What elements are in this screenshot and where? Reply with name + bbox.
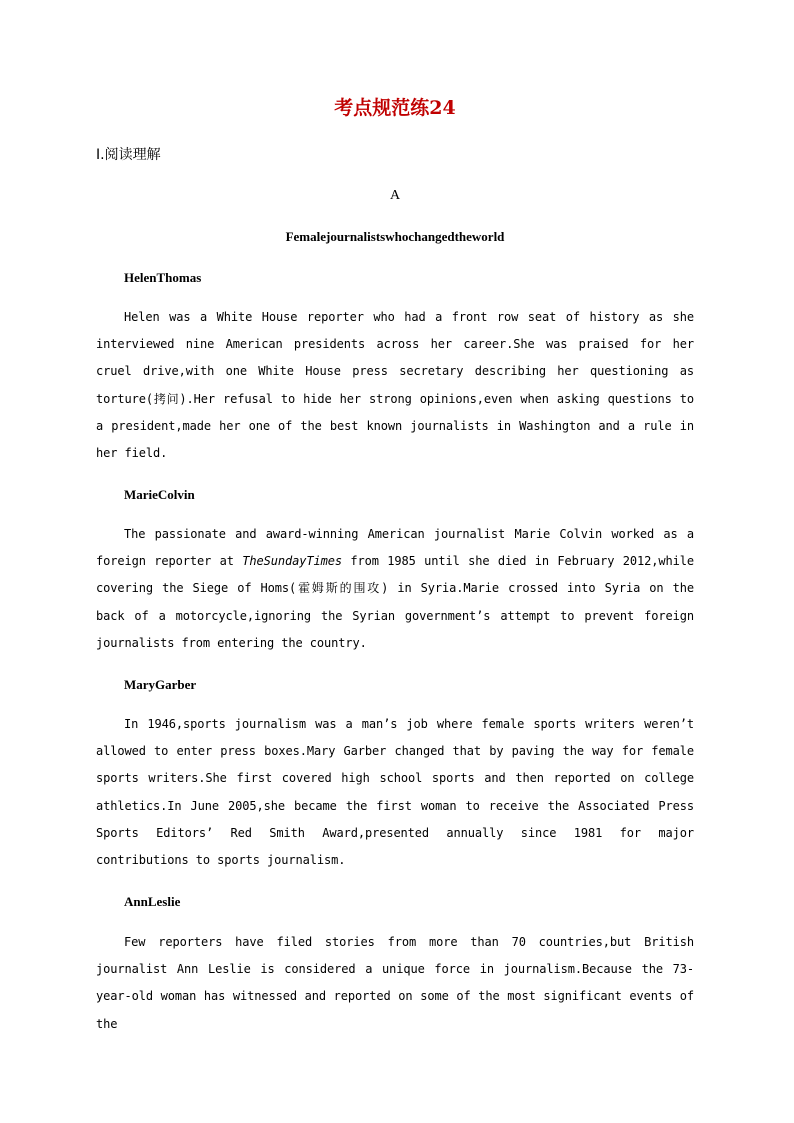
person-name-mary-garber: MaryGarber <box>124 677 197 692</box>
newspaper-name: TheSundayTimes <box>242 554 342 569</box>
section-heading: Ⅰ.阅读理解 <box>96 147 161 163</box>
part-label: A <box>389 188 401 203</box>
paragraph-ann-leslie: Few reporters have filed stories from more than 70 countries,but British journalist Ann Leslie is considered a unique force in journalism.Because the 73-year-old woman has witnessed and reported on some of the most significant events of the <box>96 935 694 1031</box>
person-name-ann-leslie: AnnLeslie <box>124 894 181 909</box>
page-title: 考点规范练24 <box>334 97 456 119</box>
person-name-helen-thomas: HelenThomas <box>124 270 202 285</box>
article-title: Femalejournalistswhochangedtheworld <box>285 229 505 244</box>
paragraph-marie-colvin <box>96 521 694 657</box>
paragraph-helen-thomas: Helen was a White House reporter who had a front row seat of history as she interviewed nine American presidents across her career.She was praised for her cruel drive,with one White House press secretary describing her questioning as torture(拷问).Her refusal to hide her strong opinions,even when asking questions to a president,made her one of the best known journalists in Washington and a rule in her field. <box>96 310 694 461</box>
paragraph-text: from 1985 until she died in February 2012,while covering the Siege of Homs(霍姆斯的围攻) in Syria.Marie crossed into Syria on the back of a motorcycle,ignoring the Syrian government’s attempt to prevent foreign journalists from entering the country. <box>96 554 694 650</box>
person-name-marie-colvin: MarieColvin <box>124 487 195 502</box>
paragraph-text: The passionate and award-winning American journalist Marie Colvin worked as a foreign reporter at <box>96 527 694 569</box>
paragraph-mary-garber: In 1946,sports journalism was a man’s job where female sports writers weren’t allowed to enter press boxes.Mary Garber changed that by paving the way for female sports writers.She first covered high school sports and then reported on college athletics.In June 2005,she became the first woman to receive the Associated Press Sports Editors’ Red Smith Award,presented annually since 1981 for major contributions to sports journalism. <box>96 717 694 868</box>
